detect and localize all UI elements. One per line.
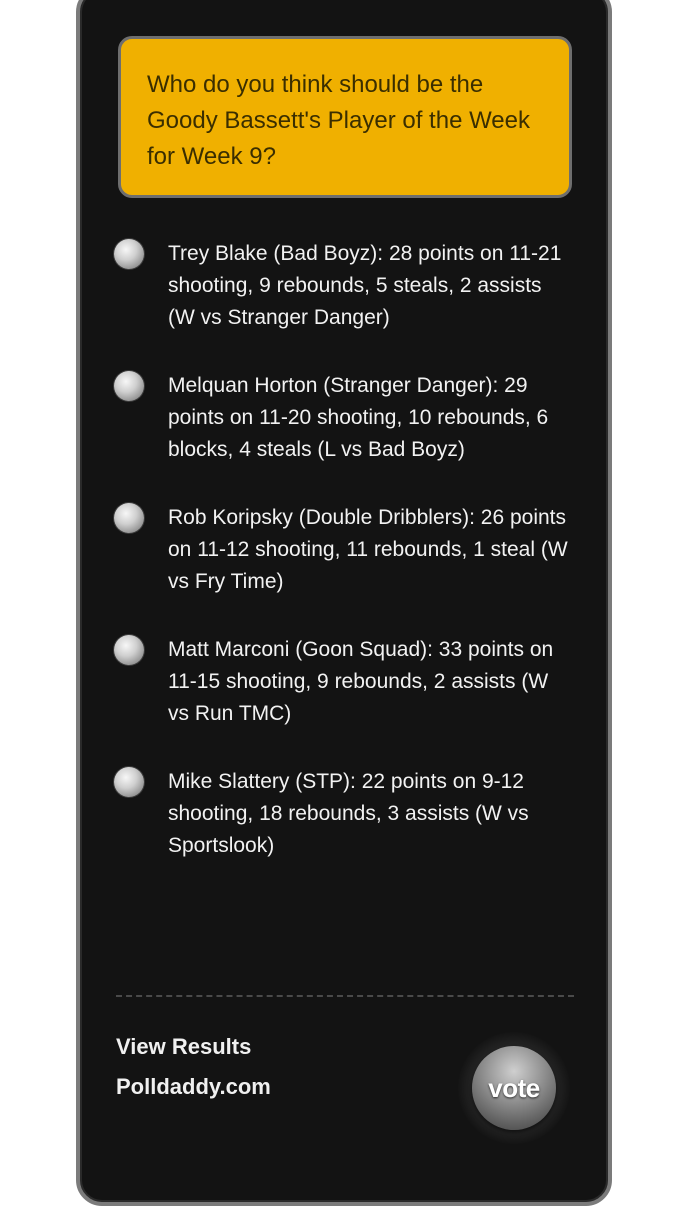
- vote-label[interactable]: vote: [488, 1072, 540, 1103]
- poll-option[interactable]: [112, 766, 568, 862]
- poll-option-label[interactable]: Mike Slattery (STP): 22 points on 9-12 shooting, 18 rebounds, 3 assists (W vs Sportslook): [168, 770, 529, 857]
- divider: [116, 995, 574, 997]
- poll-option[interactable]: [112, 502, 568, 598]
- radio-button[interactable]: [114, 767, 144, 797]
- poll-option[interactable]: [112, 634, 568, 730]
- poll-question: Who do you think should be the Goody Bassett's Player of the Week for Week 9?: [147, 71, 530, 170]
- radio-button[interactable]: [114, 239, 144, 269]
- poll-option[interactable]: [112, 238, 568, 334]
- view-results-link[interactable]: View Results: [116, 1034, 252, 1059]
- vote-button-face[interactable]: [472, 1046, 556, 1130]
- poll-option-label[interactable]: Rob Koripsky (Double Dribblers): 26 points on 11-12 shooting, 11 rebounds, 1 steal (W vs Fry Time): [168, 506, 568, 593]
- poll-question-box: [118, 36, 572, 198]
- radio-button[interactable]: [114, 503, 144, 533]
- radio-button[interactable]: [114, 371, 144, 401]
- poll-option-label[interactable]: Matt Marconi (Goon Squad): 33 points on 11-15 shooting, 9 rebounds, 2 assists (W vs Run TMC): [168, 638, 554, 725]
- poll-options: [112, 238, 568, 898]
- radio-button[interactable]: [114, 635, 144, 665]
- poll-option[interactable]: [112, 370, 568, 466]
- vote-button[interactable]: [458, 1032, 570, 1144]
- polldaddy-link[interactable]: Polldaddy.com: [116, 1074, 271, 1099]
- poll-option-label[interactable]: Trey Blake (Bad Boyz): 28 points on 11-21 shooting, 9 rebounds, 5 steals, 2 assists (W vs Stranger Danger): [168, 242, 562, 329]
- poll-option-label[interactable]: Melquan Horton (Stranger Danger): 29 points on 11-20 shooting, 10 rebounds, 6 blocks, 4 steals (L vs Bad Boyz): [168, 374, 549, 461]
